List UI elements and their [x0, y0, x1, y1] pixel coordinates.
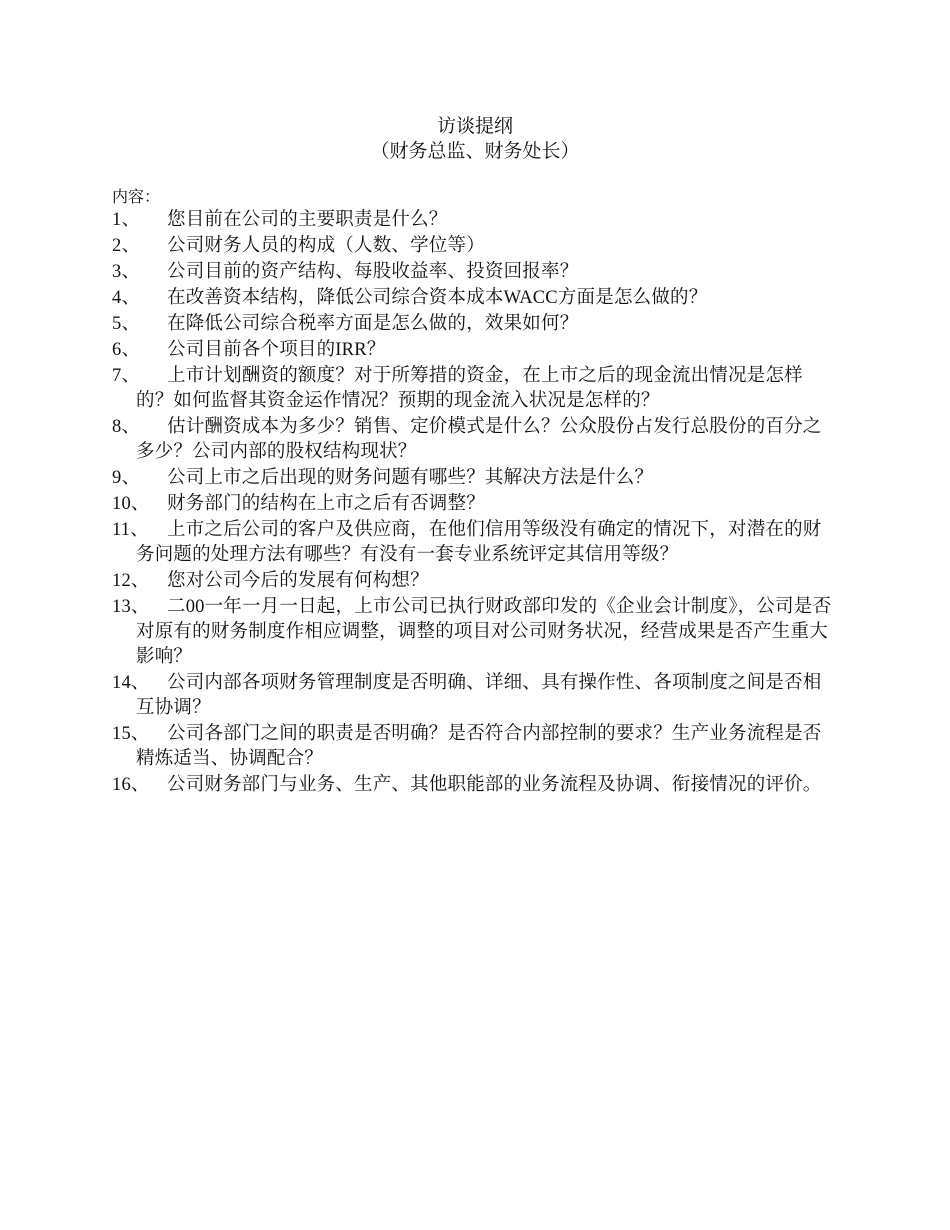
- item-number: 1、: [112, 210, 141, 230]
- content-label: 内容：: [112, 189, 161, 206]
- item-text: 上市之后公司的客户及供应商，在他们信用等级没有确定的情况下，对潜在的财务问题的处理方法有哪些？有没有一套专业系统评定其信用等级？: [136, 520, 822, 565]
- item-number: 12、: [112, 571, 150, 591]
- item-number: 14、: [112, 673, 150, 693]
- list-item: [112, 234, 832, 259]
- question-list: [112, 208, 832, 799]
- list-item: [112, 492, 832, 517]
- item-number: 15、: [112, 724, 150, 744]
- item-number: 7、: [112, 366, 141, 386]
- item-number: 9、: [112, 468, 141, 488]
- item-text: 公司财务人员的构成（人数、学位等）: [167, 236, 485, 256]
- item-number: 2、: [112, 236, 141, 256]
- item-text: 公司上市之后出现的财务问题有哪些？其解决方法是什么？: [167, 468, 654, 488]
- item-text: 上市计划酬资的额度？对于所筹措的资金，在上市之后的现金流出情况是怎样的？如何监督其资金运作情况？预期的现金流入状况是怎样的？: [136, 366, 803, 411]
- item-number: 13、: [112, 597, 150, 617]
- list-item: [112, 208, 832, 233]
- item-text: 财务部门的结构在上市之后有否调整？: [167, 494, 485, 514]
- item-text: 估计酬资成本为多少？销售、定价模式是什么？公众股份占发行总股份的百分之多少？公司内部的股权结构现状？: [136, 417, 822, 462]
- list-item: [112, 671, 832, 721]
- item-text: 公司内部各项财务管理制度是否明确、详细、具有操作性、各项制度之间是否相互协调？: [136, 673, 822, 718]
- item-number: 5、: [112, 314, 141, 334]
- item-text: 您目前在公司的主要职责是什么？: [167, 210, 448, 230]
- list-item: [112, 260, 832, 285]
- list-item: [112, 364, 832, 414]
- item-text: 二00一年一月一日起，上市公司已执行财政部印发的《企业会计制度》，公司是否对原有的财务制度作相应调整，调整的项目对公司财务状况，经营成果是否产生重大影响？: [136, 597, 832, 667]
- document-title: 访谈提纲: [436, 116, 513, 137]
- item-number: 4、: [112, 288, 141, 308]
- list-item: [112, 466, 832, 491]
- list-item: [112, 773, 832, 798]
- item-text: 您对公司今后的发展有何构想？: [167, 571, 429, 591]
- item-text: 公司财务部门与业务、生产、其他职能部的业务流程及协调、衔接情况的评价。: [167, 775, 822, 795]
- item-text: 公司各部门之间的职责是否明确？是否符合内部控制的要求？生产业务流程是否精炼适当、协调配合？: [136, 724, 822, 769]
- item-text: 在降低公司综合税率方面是怎么做的，效果如何？: [167, 314, 579, 334]
- list-item: [112, 312, 832, 337]
- list-item: [112, 595, 832, 670]
- list-item: [112, 415, 832, 465]
- list-item: [112, 286, 832, 311]
- list-item: [112, 722, 832, 772]
- document-subtitle: （财务总监、财务处长）: [370, 141, 580, 162]
- item-number: 16、: [112, 775, 150, 795]
- list-item: [112, 338, 832, 363]
- list-item: [112, 518, 832, 568]
- item-number: 10、: [112, 494, 150, 514]
- item-number: 3、: [112, 262, 141, 282]
- item-number: 11、: [112, 520, 149, 540]
- item-text: 公司目前各个项目的IRR？: [167, 340, 386, 360]
- item-text: 公司目前的资产结构、每股收益率、投资回报率？: [167, 262, 579, 282]
- item-number: 8、: [112, 417, 141, 437]
- list-item: [112, 569, 832, 594]
- item-text: 在改善资本结构，降低公司综合资本成本WACC方面是怎么做的？: [167, 288, 708, 308]
- item-number: 6、: [112, 340, 141, 360]
